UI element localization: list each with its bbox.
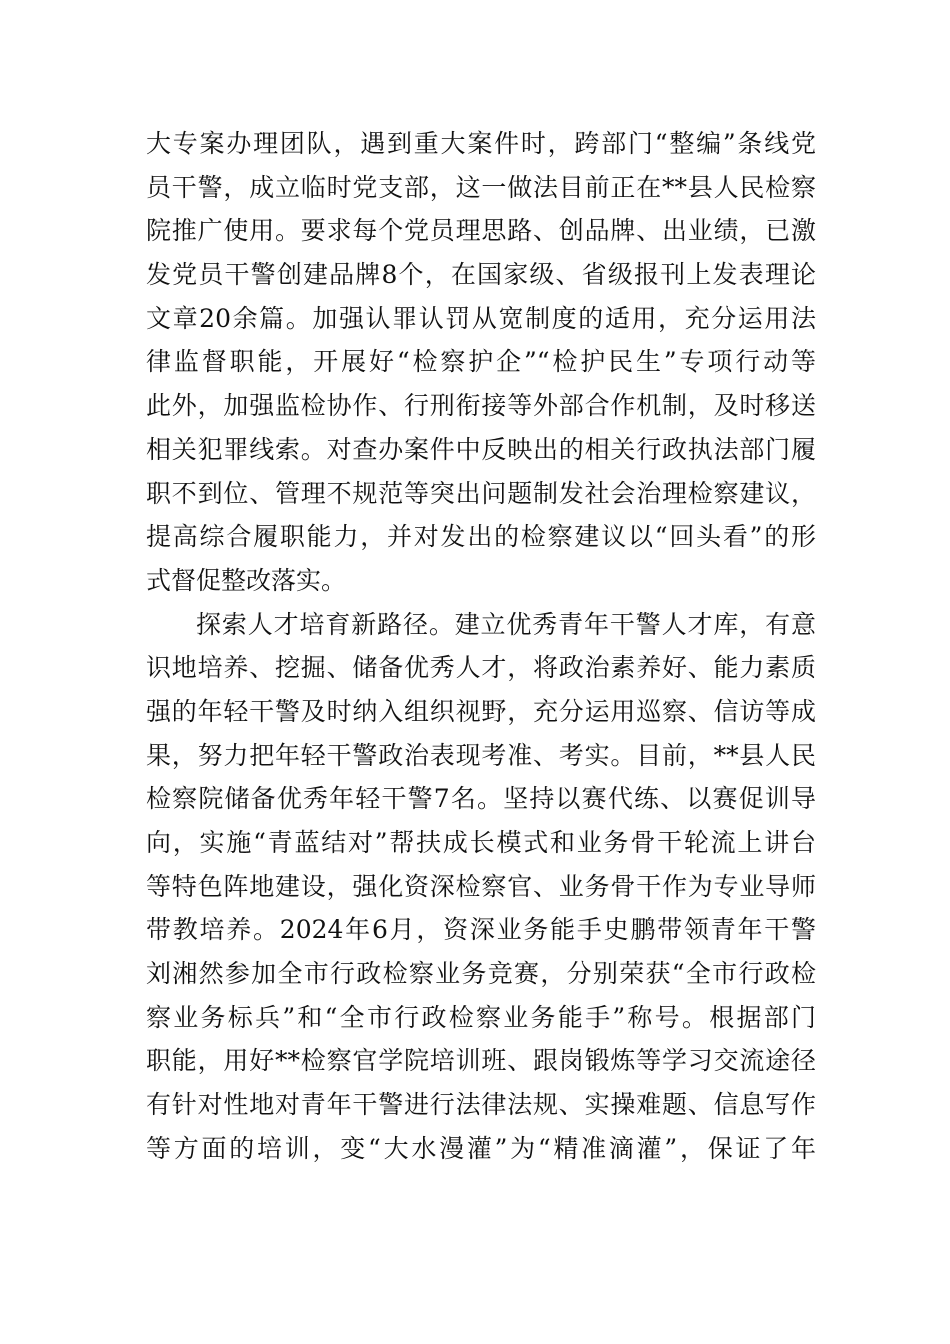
text-line: 提高综合履职能力，并对发出的检察建议以“回头看”的形 bbox=[146, 522, 816, 552]
text-line: 律监督职能，开展好“检察护企”“检护民生”专项行动等 bbox=[146, 347, 816, 377]
text-line: 刘湘然参加全市行政检察业务竞赛，分别荣获“全市行政检 bbox=[146, 959, 816, 989]
text-line: 带教培养。2024年6月，资深业务能手史鹏带领青年干警 bbox=[146, 915, 816, 945]
text-line: 职不到位、管理不规范等突出问题制发社会治理检察建议， bbox=[146, 478, 816, 508]
text-line: 识地培养、挖掘、储备优秀人才，将政治素养好、能力素质 bbox=[146, 653, 816, 683]
paragraph-2 bbox=[146, 603, 816, 1171]
body-text bbox=[146, 122, 816, 1171]
paragraph-1 bbox=[146, 122, 816, 603]
text-line: 职能，用好**检察官学院培训班、跟岗锻炼等学习交流途径 bbox=[146, 1046, 816, 1076]
text-line: 等特色阵地建设，强化资深检察官、业务骨干作为专业导师 bbox=[146, 871, 816, 901]
text-line: 果，努力把年轻干警政治表现考准、考实。目前，**县人民 bbox=[146, 740, 816, 770]
text-line: 院推广使用。要求每个党员理思路、创品牌、出业绩，已激 bbox=[146, 216, 816, 246]
text-line: 向，实施“青蓝结对”帮扶成长模式和业务骨干轮流上讲台 bbox=[146, 828, 816, 857]
text-line: 发党员干警创建品牌8个，在国家级、省级报刊上发表理论 bbox=[146, 260, 816, 290]
text-line: 探索人才培育新路径。建立优秀青年干警人才库，有意 bbox=[196, 609, 816, 639]
text-line: 相关犯罪线索。对查办案件中反映出的相关行政执法部门履 bbox=[146, 434, 816, 464]
text-line: 大专案办理团队，遇到重大案件时，跨部门“整编”条线党 bbox=[146, 129, 816, 158]
text-line: 检察院储备优秀年轻干警7名。坚持以赛代练、以赛促训导 bbox=[146, 784, 816, 814]
text-line: 等方面的培训，变“大水漫灌”为“精准滴灌”，保证了年 bbox=[146, 1133, 816, 1163]
text-line: 式督促整改落实。 bbox=[146, 565, 347, 595]
text-line: 文章20余篇。加强认罪认罚从宽制度的适用，充分运用法 bbox=[146, 303, 816, 333]
text-line: 有针对性地对青年干警进行法律法规、实操难题、信息写作 bbox=[146, 1090, 816, 1120]
text-line: 强的年轻干警及时纳入组织视野，充分运用巡察、信访等成 bbox=[146, 696, 816, 726]
text-line: 员干警，成立临时党支部，这一做法目前正在**县人民检察 bbox=[146, 172, 816, 202]
text-line: 察业务标兵”和“全市行政检察业务能手”称号。根据部门 bbox=[146, 1002, 816, 1032]
text-line: 此外，加强监检协作、行刑衔接等外部合作机制，及时移送 bbox=[146, 391, 816, 421]
